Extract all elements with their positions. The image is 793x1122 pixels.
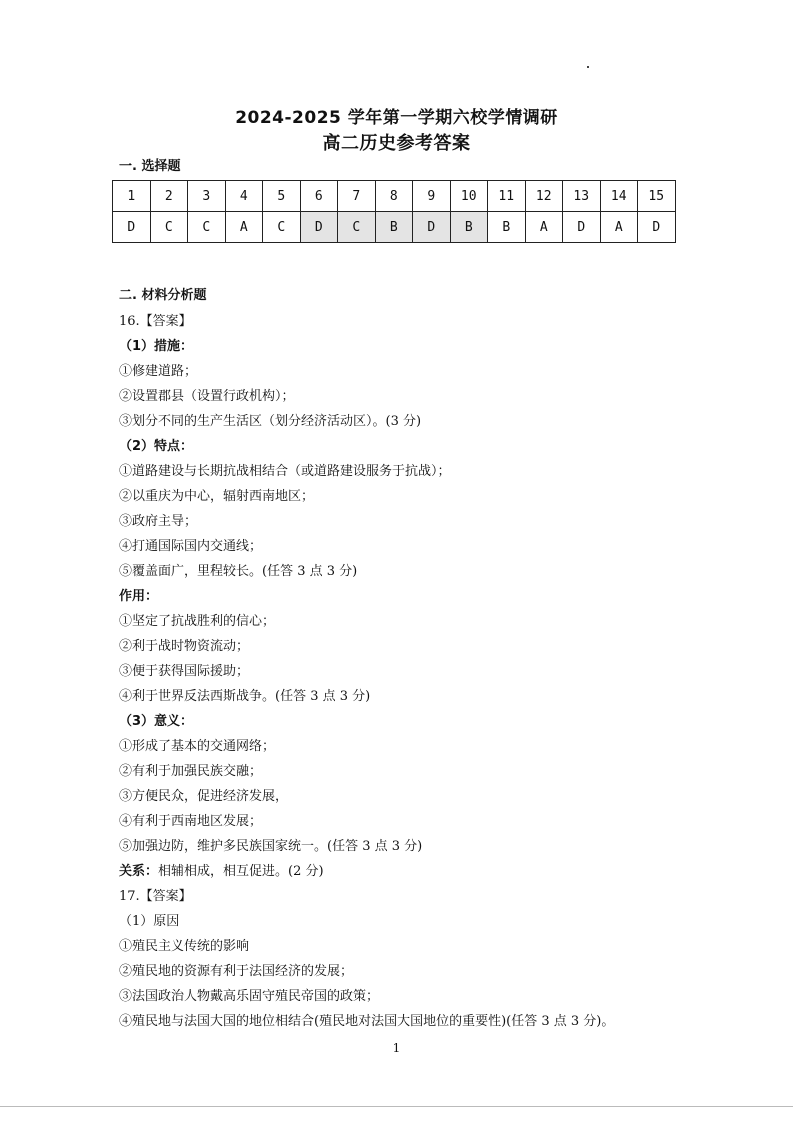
speck-mark xyxy=(587,66,589,68)
answer-cell: C xyxy=(150,212,188,243)
question-number: 15 xyxy=(638,181,676,212)
question-17-label: 17.【答案】 xyxy=(119,889,192,904)
document-subtitle: 高二历史参考答案 xyxy=(322,133,471,154)
answer-body xyxy=(119,309,739,1034)
answer-line: ②殖民地的资源有利于法国经济的发展； xyxy=(119,964,354,979)
question-number: 2 xyxy=(150,181,188,212)
subquestion-heading: （1）措施： xyxy=(119,339,194,354)
subquestion-heading: （2）特点： xyxy=(119,439,194,454)
section1-heading: 一. 选择题 xyxy=(119,159,181,174)
answer-cell-highlighted: B xyxy=(450,212,488,243)
question-number: 1 xyxy=(113,181,151,212)
answer-line: ③划分不同的生产生活区（划分经济活动区）。(3 分) xyxy=(119,414,422,429)
answer-cell: A xyxy=(525,212,563,243)
answer-table xyxy=(112,180,676,243)
answer-cell: C xyxy=(188,212,226,243)
answer-line: ①道路建设与长期抗战相结合（或道路建设服务于抗战）； xyxy=(119,464,451,479)
document-title: 2024-2025 学年第一学期六校学情调研 xyxy=(235,108,558,128)
answer-line: ①形成了基本的交通网络； xyxy=(119,739,276,754)
answer-cell-highlighted: D xyxy=(413,212,451,243)
answer-cell-highlighted: D xyxy=(300,212,338,243)
question-number: 14 xyxy=(600,181,638,212)
answer-cell-highlighted: B xyxy=(375,212,413,243)
answer-cell: D xyxy=(113,212,151,243)
question-number: 7 xyxy=(338,181,376,212)
answer-line: ②设置郡县（设置行政机构）； xyxy=(119,389,295,404)
answer-cell: A xyxy=(225,212,263,243)
page-number: 1 xyxy=(392,1041,401,1055)
question-number-row xyxy=(113,181,676,212)
question-16-label: 16.【答案】 xyxy=(119,314,192,329)
answer-line: ①殖民主义传统的影响 xyxy=(119,939,250,954)
answer-cell: D xyxy=(563,212,601,243)
question-number: 13 xyxy=(563,181,601,212)
question-number: 9 xyxy=(413,181,451,212)
answer-line: ⑤覆盖面广，里程较长。(任答 3 点 3 分) xyxy=(119,564,358,579)
answer-line: ③便于获得国际援助； xyxy=(119,664,250,679)
question-number: 5 xyxy=(263,181,301,212)
answer-line: ②利于战时物资流动； xyxy=(119,639,250,654)
answer-cell-highlighted: C xyxy=(338,212,376,243)
relation-line xyxy=(119,859,739,884)
question-number: 12 xyxy=(525,181,563,212)
section2-heading: 二. 材料分析题 xyxy=(119,288,207,303)
answer-line: ①坚定了抗战胜利的信心； xyxy=(119,614,276,629)
question-number: 3 xyxy=(188,181,226,212)
question-number: 10 xyxy=(450,181,488,212)
answer-cell: B xyxy=(488,212,526,243)
subquestion-heading: （3）意义： xyxy=(119,714,194,729)
answer-line: ③方便民众，促进经济发展， xyxy=(119,789,289,804)
answer-line: ③政府主导； xyxy=(119,514,198,529)
answer-line: ④打通国际国内交通线； xyxy=(119,539,263,554)
answer-line: ④利于世界反法西斯战争。(任答 3 点 3 分) xyxy=(119,689,371,704)
answer-line: ③法国政治人物戴高乐固守殖民帝国的政策； xyxy=(119,989,380,1004)
relation-text: 相辅相成，相互促进。(2 分) xyxy=(158,864,324,879)
answer-line: ⑤加强边防，维护多民族国家统一。(任答 3 点 3 分) xyxy=(119,839,423,854)
answer-row xyxy=(113,212,676,243)
answer-line: ②有利于加强民族交融； xyxy=(119,764,263,779)
answer-cell: C xyxy=(263,212,301,243)
question-number: 8 xyxy=(375,181,413,212)
subquestion-heading: （1）原因 xyxy=(119,914,180,929)
question-number: 6 xyxy=(300,181,338,212)
answer-line: ④殖民地与法国大国的地位相结合(殖民地对法国大国地位的重要性)(任答 3 点 3 分)。 xyxy=(119,1014,615,1029)
page-bottom-rule xyxy=(0,1106,793,1107)
subquestion-heading: 作用： xyxy=(119,589,159,604)
answer-line: ②以重庆为中心，辐射西南地区； xyxy=(119,489,315,504)
answer-cell: A xyxy=(600,212,638,243)
answer-cell: D xyxy=(638,212,676,243)
question-number: 4 xyxy=(225,181,263,212)
answer-line: ①修建道路； xyxy=(119,364,198,379)
answer-line: ④有利于西南地区发展； xyxy=(119,814,263,829)
relation-label: 关系： xyxy=(119,864,159,879)
question-number: 11 xyxy=(488,181,526,212)
